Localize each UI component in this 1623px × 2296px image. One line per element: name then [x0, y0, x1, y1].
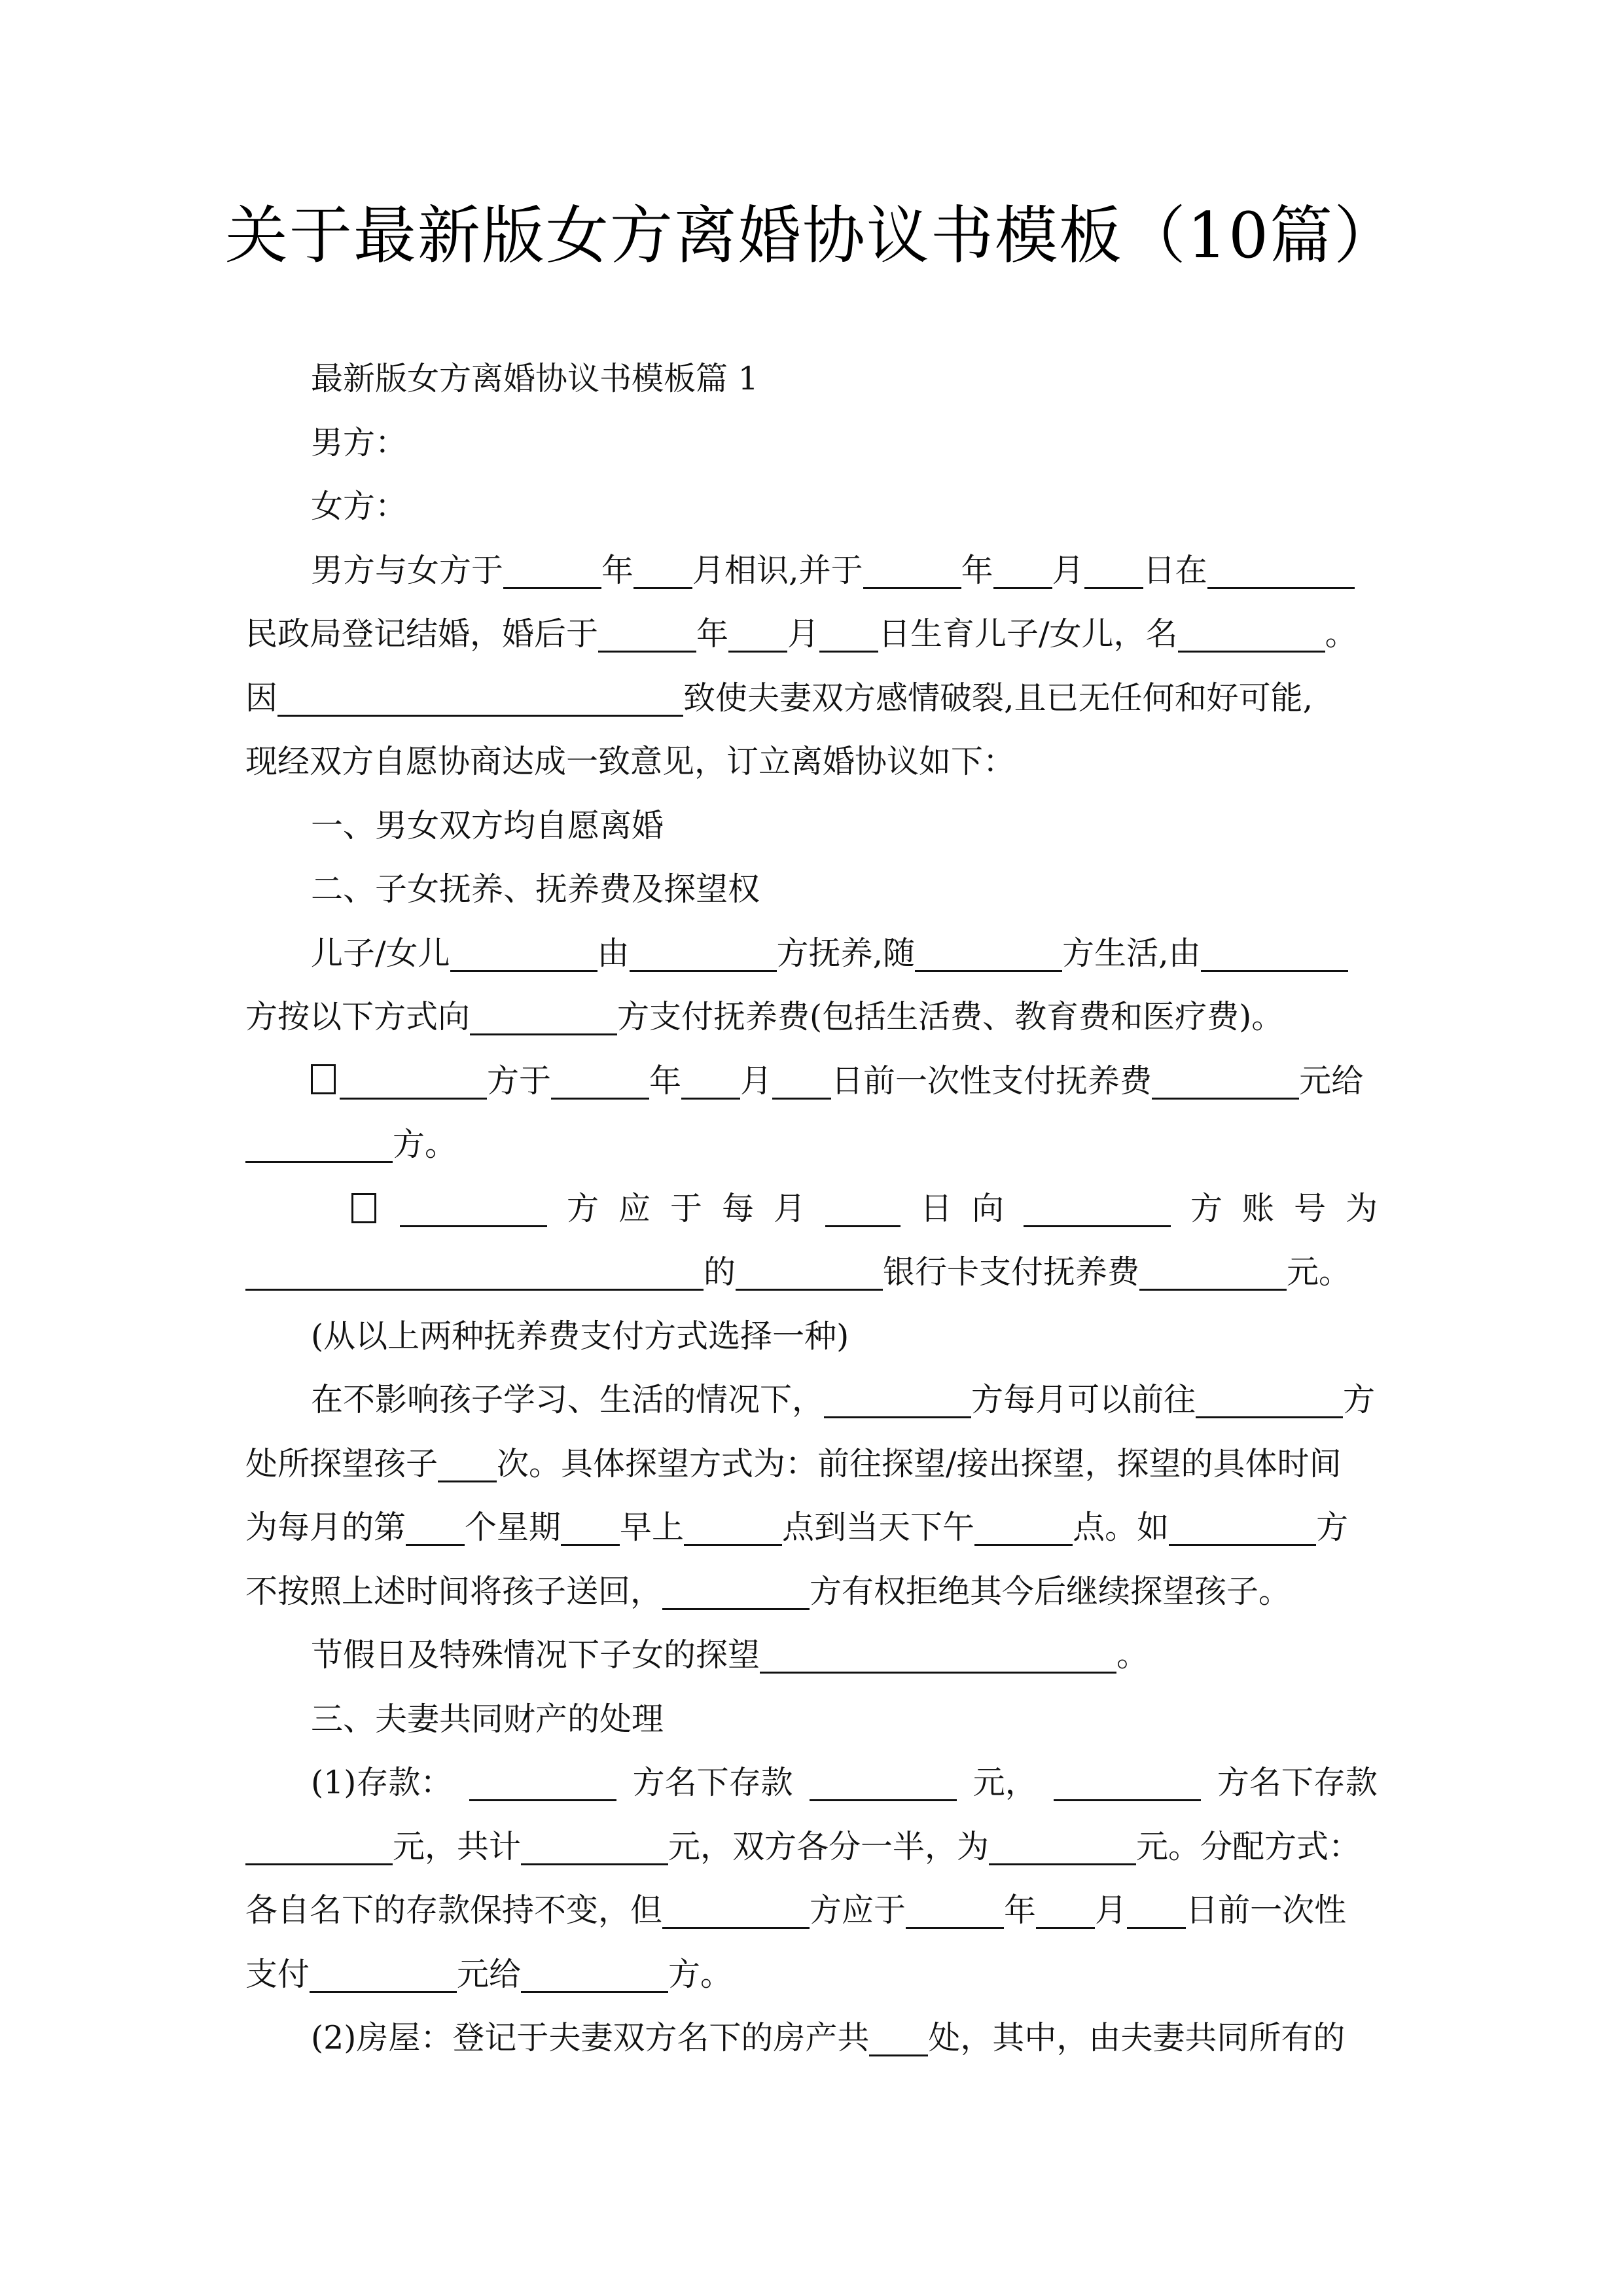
blank-field[interactable]	[681, 1062, 740, 1100]
text: 银行卡支付抚养费	[883, 1253, 1140, 1291]
paragraph-line	[245, 1943, 1378, 2007]
text: 儿子/女儿	[311, 934, 450, 972]
text: 为每月的第	[245, 1509, 406, 1546]
text: 方按以下方式向	[245, 998, 471, 1035]
text: 个星期	[465, 1509, 562, 1546]
text: 年	[649, 1062, 682, 1100]
clause-heading: 一、男女双方均自愿离婚	[311, 806, 664, 844]
paragraph-line	[245, 1560, 1378, 1624]
text: 方	[1316, 1509, 1349, 1546]
text: 元。	[1287, 1253, 1351, 1291]
text: 于	[669, 1189, 702, 1227]
blank-field[interactable]	[438, 1445, 497, 1482]
clause-heading: 三、夫妻共同财产的处理	[311, 1700, 664, 1738]
paragraph-line	[245, 1751, 1378, 1815]
text: 元，	[972, 1764, 1037, 1801]
text: 方生活,由	[1062, 934, 1201, 972]
text: 方	[1190, 1189, 1222, 1227]
text: 点。如	[1073, 1509, 1169, 1546]
text: 向	[971, 1189, 1004, 1227]
blank-field[interactable]	[989, 1828, 1136, 1865]
text: 年	[1004, 1892, 1037, 1929]
blank-field[interactable]	[824, 1381, 971, 1418]
blank-field[interactable]	[760, 1636, 1116, 1674]
text: 号	[1293, 1189, 1326, 1227]
text: 月相识,并于	[692, 551, 863, 589]
blank-field[interactable]	[1169, 1509, 1316, 1546]
text: 处所探望孩子	[245, 1444, 438, 1482]
blank-field[interactable]	[310, 1956, 457, 1993]
text: 元给	[1299, 1062, 1364, 1100]
blank-field[interactable]	[1024, 1190, 1171, 1227]
text: 由	[597, 934, 630, 972]
choose-note: (从以上两种抚养费支付方式选择一种)	[311, 1317, 849, 1355]
paragraph-line	[245, 602, 1378, 666]
blank-field[interactable]	[521, 1828, 668, 1865]
blank-field[interactable]	[598, 615, 696, 653]
blank-field[interactable]	[633, 552, 692, 589]
text: 元，双方各分一半，为	[668, 1827, 990, 1865]
text: 方于	[487, 1062, 552, 1100]
paragraph-line	[245, 1623, 1378, 1687]
text: 方。	[668, 1955, 733, 1993]
checkbox-icon[interactable]	[311, 1064, 336, 1094]
blank-field[interactable]	[277, 679, 683, 717]
text: (1)存款：	[311, 1764, 453, 1801]
blank-field[interactable]	[825, 1190, 901, 1227]
paragraph-line	[245, 2006, 1378, 2070]
text: 年	[601, 551, 634, 589]
paragraph-line	[245, 1368, 1378, 1432]
text: 方名下存款	[1217, 1764, 1378, 1801]
text: 处，其中，由夫妻共同所有的	[928, 2019, 1346, 2056]
blank-field[interactable]	[684, 1509, 782, 1546]
text: 在不影响孩子学习、生活的情况下，	[311, 1381, 825, 1418]
blank-field[interactable]	[503, 552, 601, 589]
text: 男方与女方于	[311, 551, 504, 589]
section-heading: 最新版女方离婚协议书模板篇 1	[311, 360, 758, 397]
paragraph-line: 现经双方自愿协商达成一致意见，订立离婚协议如下：	[245, 743, 1016, 780]
blank-field[interactable]	[736, 1253, 883, 1291]
paragraph-line	[245, 922, 1378, 986]
blank-field[interactable]	[340, 1062, 487, 1100]
blank-field[interactable]	[993, 552, 1052, 589]
blank-field[interactable]	[810, 1764, 957, 1801]
blank-field[interactable]	[551, 1062, 649, 1100]
text: 年	[696, 615, 729, 653]
text: 应	[618, 1189, 651, 1227]
blank-field[interactable]	[728, 615, 787, 653]
blank-field[interactable]	[974, 1509, 1073, 1546]
text: 方抚养,随	[776, 934, 916, 972]
text: 方支付抚养费(包括生活费、教育费和医疗费)。	[617, 998, 1284, 1035]
blank-field[interactable]	[450, 935, 597, 972]
text: 支付	[245, 1955, 310, 1993]
text: 节假日及特殊情况下子女的探望	[311, 1636, 760, 1674]
blank-field[interactable]	[1054, 1764, 1201, 1801]
blank-field[interactable]	[470, 998, 617, 1035]
blank-field[interactable]	[630, 935, 777, 972]
male-party-label: 男方：	[311, 423, 408, 461]
paragraph-line	[245, 1432, 1378, 1496]
payment-option-2	[245, 1177, 1378, 1241]
blank-field[interactable]	[400, 1190, 547, 1227]
text: 民政局登记结婚，婚后于	[245, 615, 599, 653]
blank-field[interactable]	[469, 1764, 616, 1801]
document-body	[245, 347, 1378, 2070]
blank-field[interactable]	[863, 552, 961, 589]
blank-field[interactable]	[772, 1062, 831, 1100]
text: 方。	[393, 1126, 457, 1163]
text: 因	[245, 679, 278, 717]
female-party-label: 女方：	[311, 488, 408, 525]
clause-heading: 二、子女抚养、抚养费及探望权	[311, 870, 760, 908]
text: 月	[773, 1189, 806, 1227]
payment-option-1	[245, 1049, 1378, 1113]
text: 月	[740, 1062, 773, 1100]
checkbox-icon[interactable]	[351, 1193, 376, 1223]
text: (2)房屋：登记于夫妻双方名下的房产共	[311, 2019, 870, 2056]
text: 每	[721, 1189, 754, 1227]
blank-field[interactable]	[915, 935, 1062, 972]
text: 日前一次性支付抚养费	[831, 1062, 1152, 1100]
text: 日	[919, 1189, 952, 1227]
paragraph-line	[245, 1496, 1378, 1560]
text: 日前一次性	[1186, 1892, 1347, 1929]
blank-field[interactable]	[869, 2019, 928, 2056]
text: 月	[1095, 1892, 1128, 1929]
text: 。	[1116, 1636, 1149, 1674]
text: 元给	[457, 1955, 522, 1993]
text: 日生育儿子/女儿，名	[878, 615, 1178, 653]
text: 点到当天下午	[782, 1509, 975, 1546]
text: 方应于	[810, 1892, 906, 1929]
blank-field[interactable]	[521, 1956, 668, 1993]
text: 元。分配方式：	[1136, 1827, 1361, 1865]
text: 为	[1345, 1189, 1378, 1227]
text: 方	[1343, 1381, 1376, 1418]
text: 方名下存款	[632, 1764, 793, 1801]
blank-field[interactable]	[1178, 615, 1325, 653]
document-title: 关于最新版女方离婚协议书模板（10篇）	[224, 199, 1399, 272]
text: 账	[1241, 1189, 1274, 1227]
blank-field[interactable]	[406, 1509, 465, 1546]
blank-field[interactable]	[1036, 1892, 1095, 1929]
text: 日在	[1143, 551, 1207, 589]
text: 。	[1325, 615, 1357, 653]
text: 元，共计	[393, 1827, 522, 1865]
blank-field[interactable]	[662, 1892, 810, 1929]
blank-field[interactable]	[245, 1253, 704, 1291]
text: 次。具体探望方式为：前往探望/接出探望，探望的具体时间	[497, 1444, 1342, 1482]
blank-field[interactable]	[1127, 1892, 1186, 1929]
blank-field[interactable]	[1139, 1253, 1287, 1291]
blank-field[interactable]	[1207, 552, 1355, 589]
blank-field[interactable]	[245, 1126, 393, 1163]
paragraph-line	[245, 539, 1378, 603]
text: 月	[1052, 551, 1084, 589]
blank-field[interactable]	[906, 1892, 1004, 1929]
text: 方每月可以前往	[971, 1381, 1196, 1418]
text: 方有权拒绝其今后继续探望孩子。	[810, 1572, 1291, 1610]
blank-field[interactable]	[245, 1828, 393, 1865]
text: 致使夫妻双方感情破裂,且已无任何和好可能,	[683, 679, 1313, 717]
blank-field[interactable]	[1152, 1062, 1299, 1100]
text: 的	[704, 1253, 736, 1291]
paragraph-line	[245, 1878, 1378, 1943]
blank-field[interactable]	[561, 1509, 620, 1546]
paragraph-line	[245, 1815, 1378, 1879]
blank-field[interactable]	[662, 1573, 810, 1610]
paragraph-line	[245, 1240, 1378, 1304]
blank-field[interactable]	[1196, 1381, 1343, 1418]
blank-field[interactable]	[1201, 935, 1348, 972]
text: 年	[961, 551, 993, 589]
text: 不按照上述时间将孩子送回，	[245, 1572, 663, 1610]
blank-field[interactable]	[1084, 552, 1143, 589]
text: 早上	[620, 1509, 685, 1546]
text: 方	[566, 1189, 599, 1227]
text: 各自名下的存款保持不变，但	[245, 1892, 663, 1929]
paragraph-line	[245, 985, 1378, 1049]
text: 月	[787, 615, 820, 653]
paragraph-line	[245, 666, 1378, 730]
paragraph-line	[245, 1113, 1378, 1177]
blank-field[interactable]	[819, 615, 878, 653]
